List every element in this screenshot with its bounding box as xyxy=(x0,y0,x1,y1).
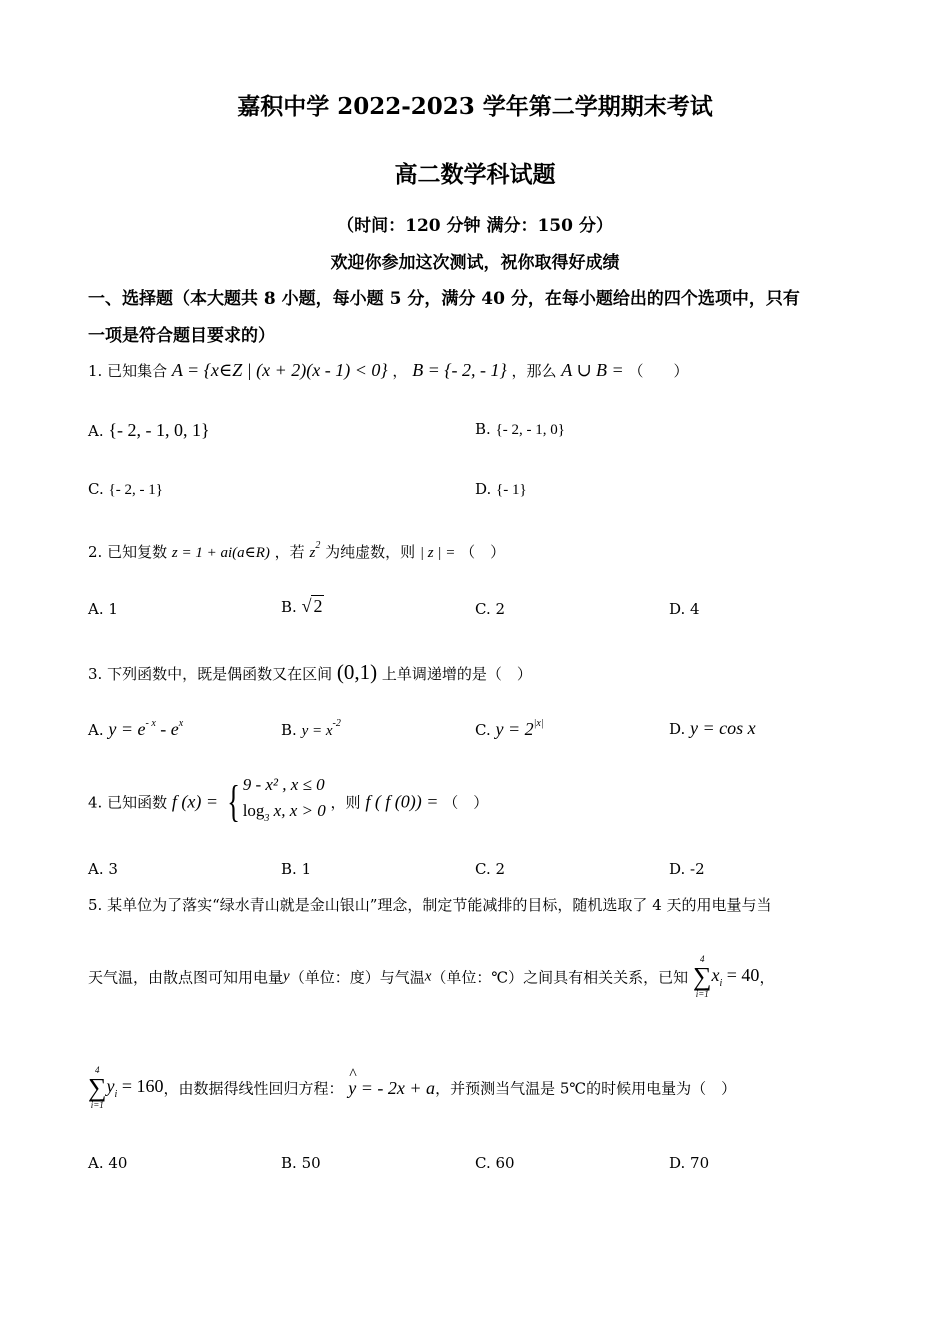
question-5-line-2: 天气温，由散点图可知用电量y（单位：度）与气温x（单位：℃）之间具有相关关系，已知 4 ∑ i=1 $x_i = 40$， xyxy=(88,954,775,999)
option-label: C. xyxy=(475,721,491,739)
sum-x-expr: $x_i = 40$ xyxy=(711,965,760,989)
option-text: 1 xyxy=(108,600,118,618)
option-text: {- 1} xyxy=(496,482,527,498)
option-text: 40 xyxy=(108,1154,128,1172)
option-label: B. xyxy=(281,598,297,616)
section-heading-line2: 一项是符合题目要求的） xyxy=(88,326,275,346)
sum-x-icon: 4 ∑ i=1 xyxy=(692,954,712,999)
sum-y-expr: $y_i = 160$ xyxy=(106,1076,164,1100)
q2-option-d[interactable] xyxy=(669,600,700,618)
q1-sep: ， xyxy=(392,362,408,380)
q3-option-a[interactable] xyxy=(88,718,183,740)
q1-set-a: A = {x∈Z | (x + 2)(x - 1) < 0} xyxy=(171,360,388,380)
question-5-line-1: 5. 某单位为了落实“绿水青山就是金山银山”理念，制定节能减排的目标，随机选取了 4 天的用电量与当 xyxy=(88,896,772,914)
q4-option-b[interactable] xyxy=(281,860,311,878)
q4-paren: （ ） xyxy=(443,793,489,812)
exam-subtitle: 高二数学科试题 xyxy=(394,161,556,188)
option-label: D. xyxy=(669,1154,686,1172)
option-formula: $y = 2^{|x|}$ xyxy=(495,718,544,739)
q4-case-2: $\log_3 x$, x > 0 xyxy=(242,801,326,824)
q4-option-d[interactable] xyxy=(669,860,705,878)
q2-stem: 2. 已知复数 xyxy=(88,543,168,561)
q3-option-c[interactable] xyxy=(475,718,544,740)
option-text: {- 2, - 1, 0, 1} xyxy=(108,420,210,440)
q1-option-a[interactable] xyxy=(88,420,210,441)
option-label: A. xyxy=(88,1154,104,1172)
q4-fx: f (x) = xyxy=(171,791,218,812)
question-1 xyxy=(88,360,689,381)
q5-option-a[interactable] xyxy=(88,1154,127,1172)
q3-option-d[interactable] xyxy=(669,718,756,739)
q2-z: $z^2$ xyxy=(309,540,321,561)
option-text: 4 xyxy=(690,600,700,618)
q3-option-b[interactable] xyxy=(281,718,341,740)
sqrt-symbol: √ 2 xyxy=(301,596,323,616)
option-label: B. xyxy=(281,721,297,739)
q5-option-c[interactable] xyxy=(475,1154,515,1172)
option-text: 50 xyxy=(301,1154,321,1172)
option-label: A. xyxy=(88,422,104,440)
q3-tail: 上单调递增的是（ ） xyxy=(381,665,532,683)
q2-option-c[interactable] xyxy=(475,600,505,618)
option-text: 2 xyxy=(495,860,506,878)
q2-option-b[interactable] xyxy=(281,596,324,617)
option-text: 1 xyxy=(301,860,312,878)
option-text: 2 xyxy=(495,600,506,618)
q4-option-a[interactable] xyxy=(88,860,118,878)
q1-paren: （ ） xyxy=(628,362,689,380)
question-2 xyxy=(88,540,505,562)
option-label: B. xyxy=(475,420,491,438)
q2-paren: （ ） xyxy=(460,543,506,561)
q4-mid: ，则 xyxy=(330,793,361,812)
exam-info: （时间：120 分钟 满分：150 分） xyxy=(337,216,613,236)
option-text: {- 2, - 1} xyxy=(108,482,163,498)
q1-tail: ，那么 xyxy=(511,362,557,380)
exam-title: 嘉积中学 2022-2023 学年第二学期期末考试 xyxy=(237,93,713,120)
option-text: {- 2, - 1, 0} xyxy=(495,422,565,438)
option-label: A. xyxy=(88,860,104,878)
q2-tail: 为纯虚数，则 xyxy=(325,543,416,561)
option-label: A. xyxy=(88,600,104,618)
option-label: C. xyxy=(475,1154,491,1172)
option-label: B. xyxy=(281,860,297,878)
q4-expr: f ( f (0)) = xyxy=(365,791,439,812)
option-formula: $y = e^{- x} - e^x$ xyxy=(108,718,184,739)
q4-cases xyxy=(243,772,326,832)
question-3 xyxy=(88,660,532,685)
question-4 xyxy=(88,772,488,832)
q5-option-d[interactable] xyxy=(669,1154,709,1172)
option-formula: y = cos x xyxy=(690,718,756,738)
q2-option-a[interactable] xyxy=(88,600,118,618)
q4-case-1: 9 - x² , x ≤ 0 xyxy=(242,775,325,794)
q1-option-d[interactable] xyxy=(475,480,527,499)
option-label: D. xyxy=(669,860,686,878)
option-label: C. xyxy=(88,480,104,498)
option-label: D. xyxy=(669,600,686,618)
q1-stem: 1. 已知集合 xyxy=(88,362,168,380)
sum-y-icon: 4 ∑ i=1 xyxy=(88,1065,107,1110)
option-label: A. xyxy=(88,721,104,739)
option-text: 70 xyxy=(690,1154,710,1172)
option-label: B. xyxy=(281,1154,297,1172)
option-text: -2 xyxy=(690,860,705,878)
q1-option-c[interactable] xyxy=(88,480,163,499)
q2-mid: ，若 xyxy=(274,543,305,561)
option-label: C. xyxy=(475,860,491,878)
option-label: D. xyxy=(669,720,686,738)
section-heading-line1: 一、选择题（本大题共 8 小题，每小题 5 分，满分 40 分，在每小题给出的四个选项中，只有 xyxy=(88,289,800,309)
q3-interval: (0,1) xyxy=(336,660,378,684)
q1-option-b[interactable] xyxy=(475,420,565,439)
brace-icon: { xyxy=(227,777,240,826)
option-label: D. xyxy=(475,480,492,498)
option-text: 3 xyxy=(108,860,118,878)
question-5-line-3: 4 ∑ i=1 $y_i = 160$，由数据得线性回归方程： ^ y = - 2x + a，并预测当气温是 5℃的时候用电量为（ ） xyxy=(88,1066,736,1110)
q1-expr: A ∪ B = xyxy=(561,360,624,380)
q3-stem: 3. 下列函数中，既是偶函数又在区间 xyxy=(88,665,333,683)
option-text: 60 xyxy=(495,1154,515,1172)
option-label: C. xyxy=(475,600,491,618)
q5-option-b[interactable] xyxy=(281,1154,321,1172)
q2-abs: | z | = xyxy=(419,545,456,561)
q2-expr: z = 1 + ai(a∈R) xyxy=(171,545,270,561)
option-formula: $y = x^{-2}$ xyxy=(301,718,341,739)
q4-option-c[interactable] xyxy=(475,860,505,878)
regression-equation: ^ y = - 2x + a xyxy=(348,1078,435,1098)
greeting: 欢迎你参加这次测试，祝你取得好成绩 xyxy=(330,253,620,273)
q4-stem: 4. 已知函数 xyxy=(88,793,168,812)
q1-set-b: B = {- 2, - 1} xyxy=(412,360,507,380)
